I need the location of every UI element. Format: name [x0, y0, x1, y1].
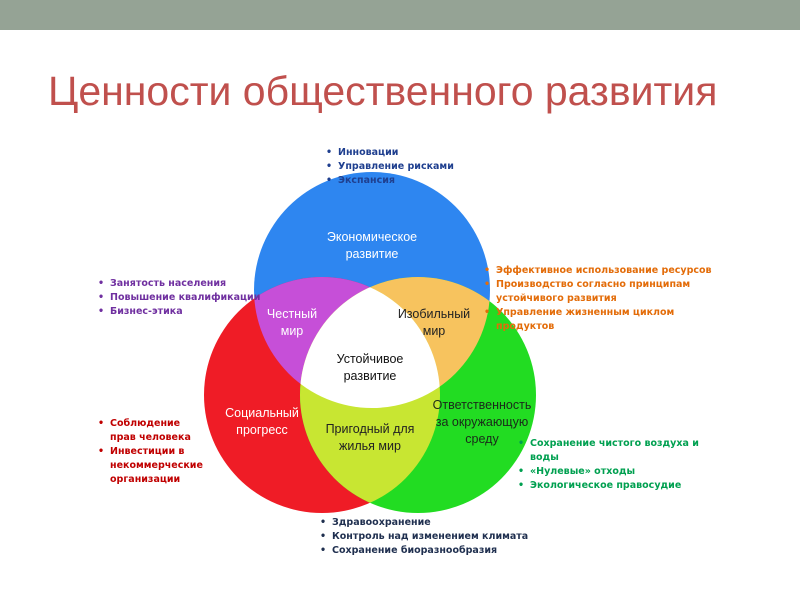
environment-label-2: за окружающую [435, 415, 529, 429]
fair-world-label-1: Честный [266, 307, 318, 321]
environment-list [516, 437, 716, 493]
abundant-world-list [482, 264, 722, 334]
social-label-2: прогресс [236, 423, 288, 437]
list-item: • Управление рисками [324, 160, 454, 174]
list-item: • Эффективное использование ресурсов [482, 264, 722, 278]
economic-label-2: развитие [345, 247, 399, 261]
list-item: • Сохранение биоразнообразия [318, 544, 528, 558]
list-item: • Производство согласно принципам устойчивого развития [482, 278, 722, 306]
abundant-world-label-1: Изобильный [397, 307, 471, 321]
economic-label-1: Экономическое [326, 230, 418, 244]
economic-list [324, 146, 454, 188]
livable-world-label-2: жилья мир [339, 439, 401, 453]
fair-world-list [96, 277, 260, 319]
environment-label-1: Ответственность [432, 398, 532, 412]
list-item: • Сохранение чистого воздуха и воды [516, 437, 716, 465]
list-item: • Инновации [324, 146, 454, 160]
list-item: • «Нулевые» отходы [516, 465, 716, 479]
environment-label-3: среду [465, 432, 499, 446]
list-item: • Повышение квалификации [96, 291, 260, 305]
sustainable-development-label-2: развитие [343, 369, 397, 383]
list-item: • Инвестиции в некоммерческие организации [96, 445, 206, 487]
list-item: • Здравоохранение [318, 516, 528, 530]
list-item: • Контроль над изменением климата [318, 530, 528, 544]
sustainable-development-label-1: Устойчивое [336, 352, 404, 366]
fair-world-label-2: мир [280, 324, 304, 338]
slide-title: Ценности общественного развития [48, 68, 718, 114]
list-item: • Соблюдение прав человека [96, 417, 206, 445]
livable-world-list [318, 516, 528, 558]
abundant-world-label-2: мир [422, 324, 446, 338]
list-item: • Занятость населения [96, 277, 260, 291]
list-item: • Бизнес-этика [96, 305, 260, 319]
list-item: • Управление жизненным циклом продуктов [482, 306, 722, 334]
social-label-1: Социальный [225, 406, 299, 420]
livable-world-label-1: Пригодный для [325, 422, 415, 436]
list-item: • Экологическое правосудие [516, 479, 716, 493]
list-item: • Экспансия [324, 174, 454, 188]
social-list [96, 417, 206, 487]
